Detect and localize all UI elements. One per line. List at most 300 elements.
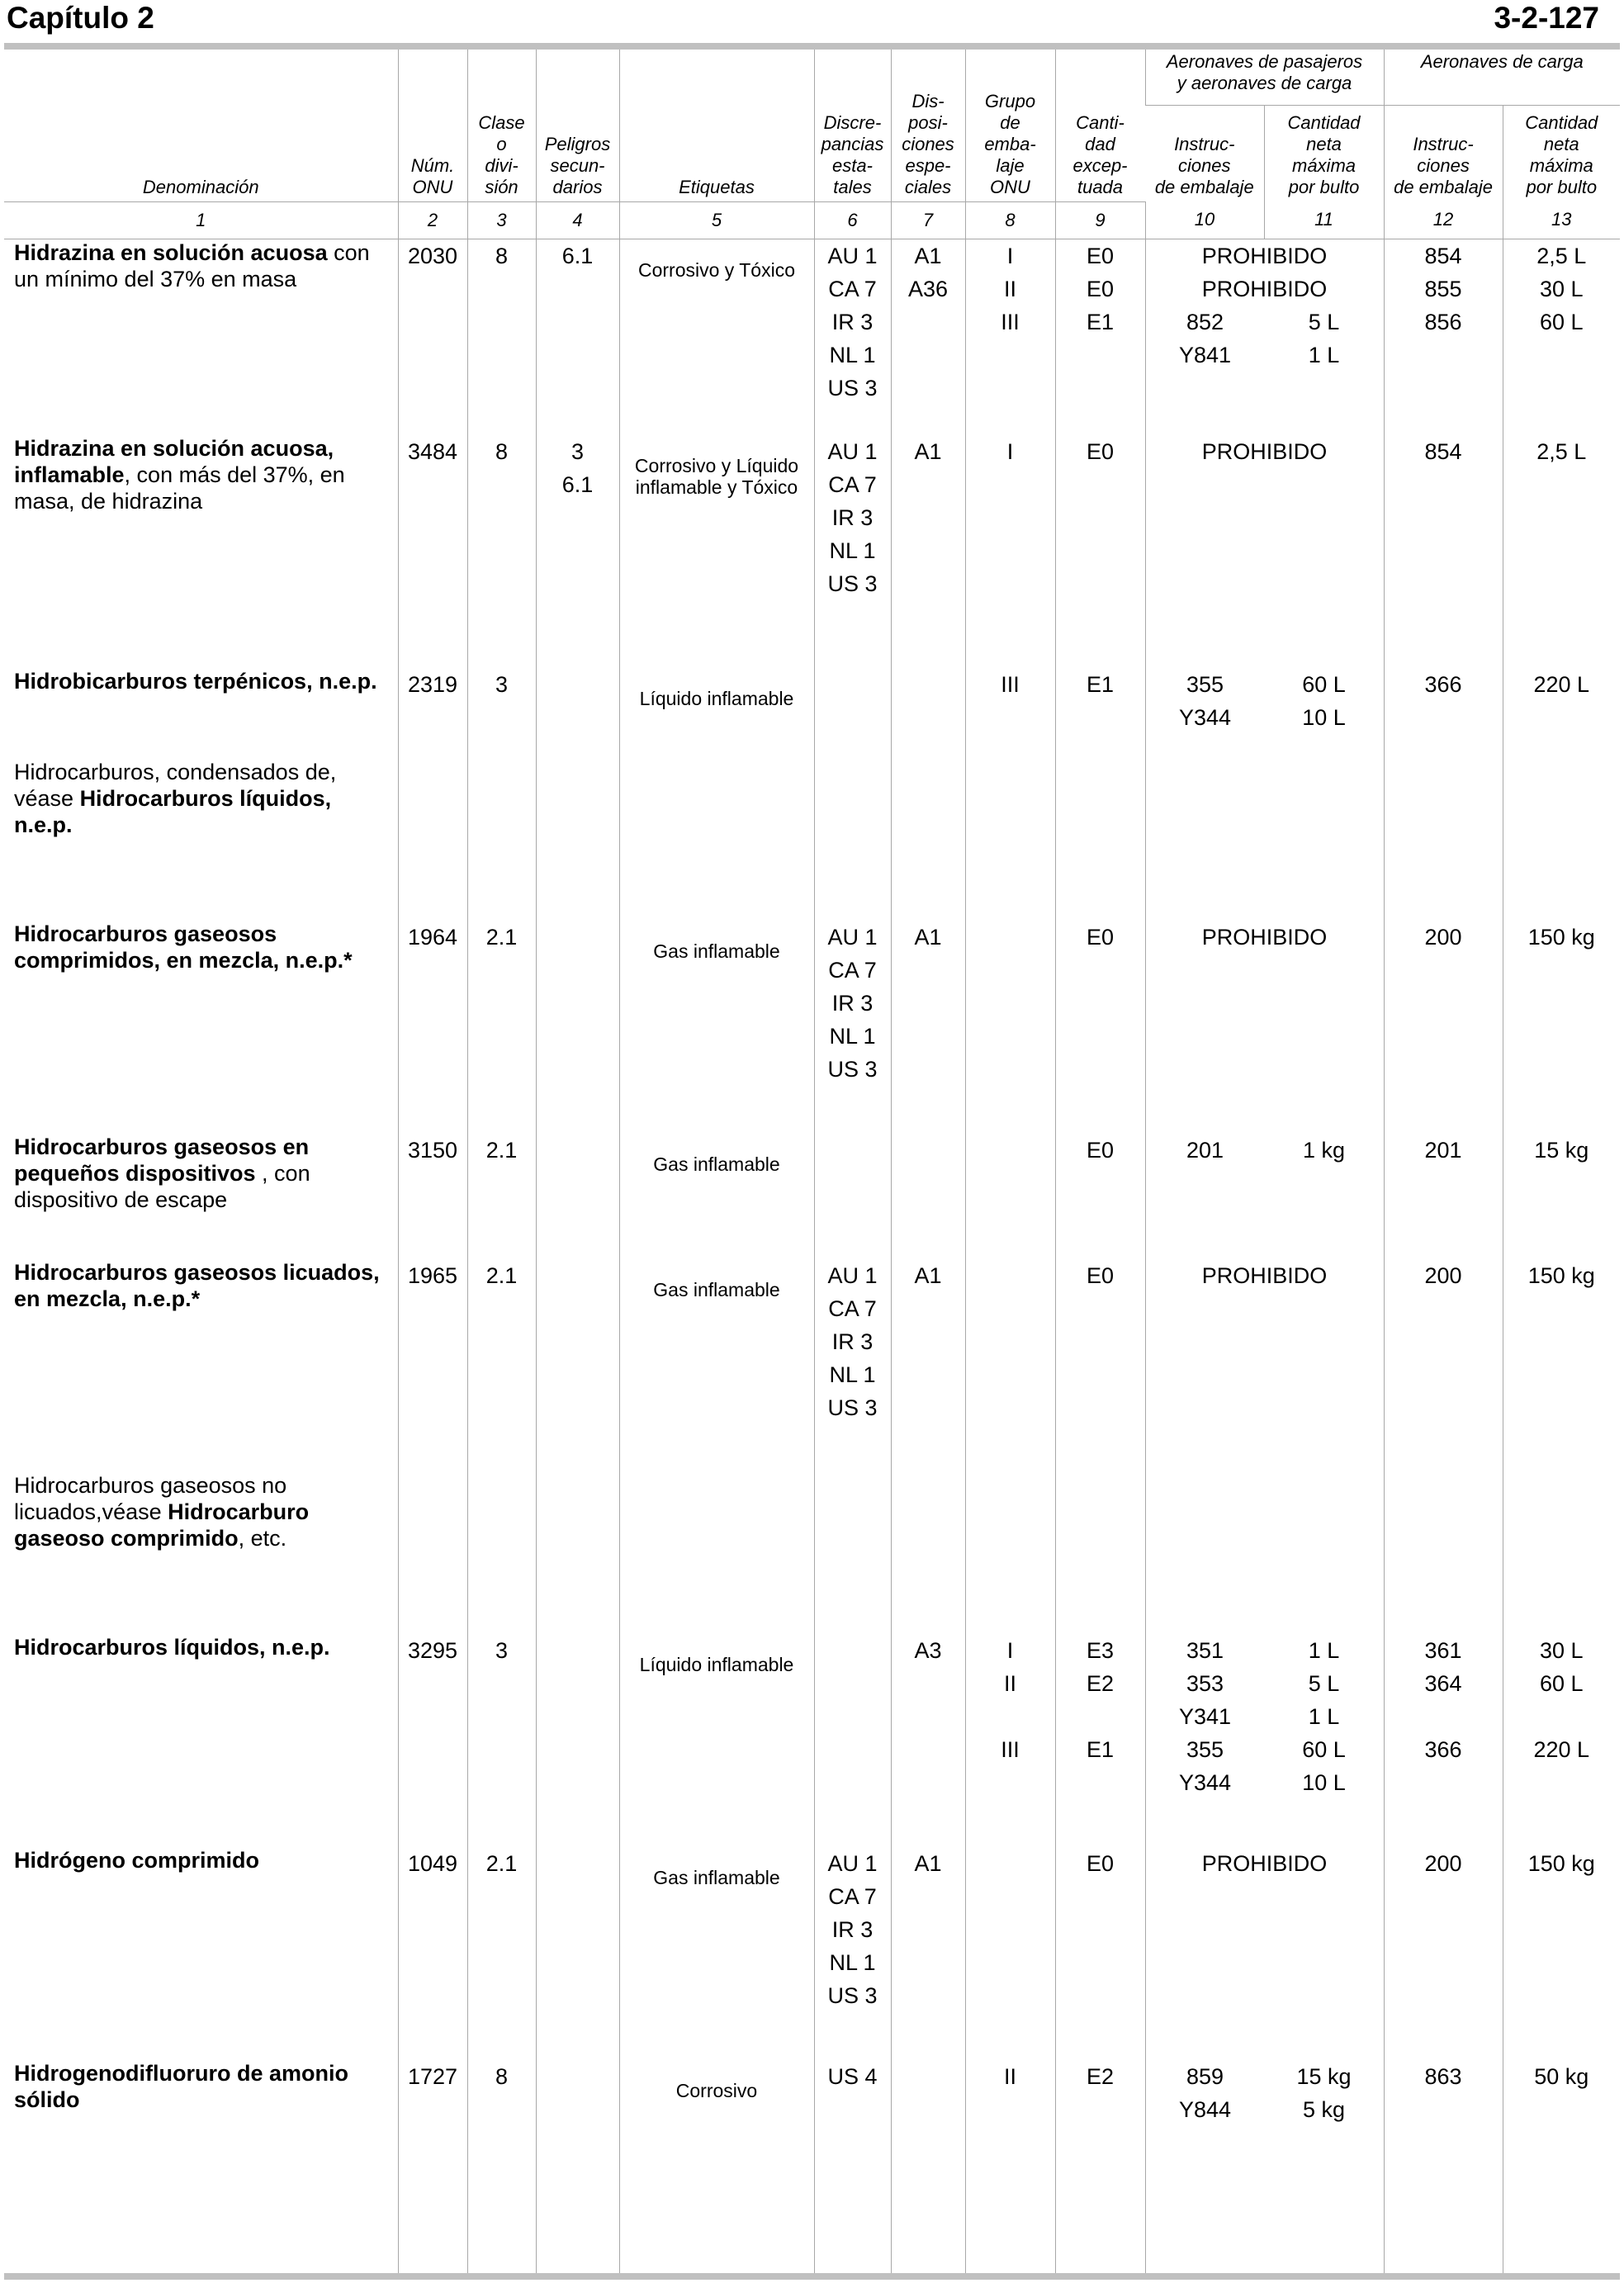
cargo-max-net-quantity-value: 60 L	[1539, 1671, 1584, 1696]
excepted-quantity-value: E2	[1086, 2064, 1115, 2089]
special-provision: A3	[914, 1638, 942, 1663]
subsidiary-hazard	[536, 759, 619, 921]
state-variation: NL 1	[829, 538, 876, 563]
packing-group	[965, 239, 1055, 435]
cargo-packing-instruction: 856	[1424, 309, 1462, 334]
pax-entry	[1146, 668, 1384, 701]
pax-packing-instruction: 852	[1186, 309, 1224, 334]
cargo-packing-instruction: 863	[1424, 2064, 1462, 2089]
passenger-aircraft-limits	[1145, 921, 1384, 1134]
excepted-quantity-value: E0	[1086, 1851, 1115, 1876]
filler-cell	[4, 2225, 398, 2273]
hazard-class: 2.1	[467, 1259, 536, 1472]
packing-group	[965, 668, 1055, 759]
pax-packing-instruction: 353	[1186, 1671, 1224, 1696]
filler-cell	[814, 2225, 891, 2273]
pax-max-net-quantity: 60 L	[1302, 1737, 1346, 1762]
excepted-quantity	[1055, 1472, 1145, 1634]
packing-group	[965, 1847, 1055, 2060]
pax-max-net-quantity: 15 kg	[1296, 2064, 1352, 2089]
cargo-max-net-quantity-value: 15 kg	[1534, 1138, 1589, 1163]
top-rule	[4, 43, 1620, 50]
cargo-max-net-quantity	[1503, 921, 1620, 1134]
subsidiary-hazard	[536, 2060, 619, 2225]
state-variation: AU 1	[827, 243, 878, 268]
special-provisions	[891, 1259, 965, 1472]
substance-name-bold: Hidrógeno comprimido	[14, 1848, 259, 1873]
table-row	[4, 921, 1620, 1134]
col-cargo-max-net-qty-header: Cantidad neta máxima por bulto	[1503, 105, 1620, 201]
pax-max-net-quantity: 60 L	[1302, 672, 1346, 697]
excepted-quantity-value: E1	[1086, 309, 1115, 334]
state-variations	[814, 239, 891, 435]
hazard-class: 2.1	[467, 1847, 536, 2060]
excepted-quantity-value: E3	[1086, 1638, 1115, 1663]
pax-packing-instruction: 201	[1186, 1138, 1224, 1163]
substance-name	[4, 1134, 398, 1259]
hazard-class: 2.1	[467, 1134, 536, 1259]
table-header	[4, 50, 1620, 239]
hazard-labels	[619, 239, 814, 435]
substance-name-bold: Hidrocarburos gaseosos licuados, en mezcla, n.e.p.*	[14, 1260, 380, 1311]
state-variations	[814, 435, 891, 668]
packing-group-value: I	[1006, 439, 1014, 464]
cargo-packing-instruction: 366	[1424, 672, 1462, 697]
special-provisions	[891, 1847, 965, 2060]
state-variation: NL 1	[829, 342, 876, 367]
substance-name-text: Hidrocarburos gaseosos no licuados,véase	[14, 1473, 287, 1524]
table-row	[4, 668, 1620, 759]
column-number-7: 7	[891, 201, 965, 239]
hazard-label-text: Corrosivo y Tóxico	[637, 258, 796, 281]
packing-group-value: III	[1001, 672, 1020, 697]
substance-name-bold: Hidrocarburos gaseosos comprimidos, en mezcla, n.e.p.*	[14, 921, 353, 973]
table-row	[4, 1634, 1620, 1847]
cargo-max-net-quantity	[1503, 1472, 1620, 1634]
filler-cell	[536, 2225, 619, 2273]
state-variation: IR 3	[831, 1917, 874, 1942]
un-number: 2319	[398, 668, 467, 759]
passenger-aircraft-limits	[1145, 435, 1384, 668]
column-number-13: 13	[1503, 201, 1620, 239]
col-special-provisions-header: Dis- posi- ciones espe- ciales	[891, 50, 965, 201]
cargo-max-net-quantity-value: 150 kg	[1527, 925, 1595, 950]
un-number: 1727	[398, 2060, 467, 2225]
cargo-packing-instruction: 361	[1424, 1638, 1462, 1663]
special-provisions	[891, 435, 965, 668]
pax-max-net-quantity: 5 L	[1308, 1671, 1340, 1696]
state-variation: AU 1	[827, 925, 878, 950]
pax-max-net-quantity: 5 kg	[1303, 2097, 1346, 2122]
cargo-packing-instructions	[1384, 1847, 1503, 2060]
un-number: 3295	[398, 1634, 467, 1847]
special-provision: A1	[914, 1263, 942, 1288]
pax-max-net-quantity: 5 L	[1308, 309, 1340, 334]
subsidiary-hazard	[536, 1634, 619, 1847]
cargo-max-net-quantity	[1503, 1634, 1620, 1847]
excepted-quantity	[1055, 759, 1145, 921]
excepted-quantity	[1055, 921, 1145, 1134]
table-filler-row	[4, 2225, 1620, 2273]
special-provisions	[891, 921, 965, 1134]
state-variation: US 3	[827, 1395, 878, 1420]
substance-name-bold: Hidrocarburo gaseoso comprimido	[14, 1499, 310, 1551]
hazard-class: 3	[467, 1634, 536, 1847]
passenger-aircraft-limits	[1145, 1847, 1384, 2060]
table-row	[4, 1472, 1620, 1634]
table-row	[4, 239, 1620, 435]
hazard-labels	[619, 1259, 814, 1472]
excepted-quantity-value: E1	[1086, 672, 1115, 697]
filler-cell	[1145, 2225, 1384, 2273]
special-provision: A1	[914, 925, 942, 950]
hazard-labels	[619, 921, 814, 1134]
pax-packing-instruction: 351	[1186, 1638, 1224, 1663]
pax-packing-instruction: Y344	[1178, 1770, 1232, 1795]
column-number-9: 9	[1055, 201, 1145, 239]
subsidiary-hazard	[536, 668, 619, 759]
substance-name	[4, 921, 398, 1134]
cargo-max-net-quantity	[1503, 435, 1620, 668]
un-number: 1965	[398, 1259, 467, 1472]
column-number-12: 12	[1384, 201, 1503, 239]
bottom-rule	[4, 2273, 1620, 2280]
cargo-packing-instructions	[1384, 239, 1503, 435]
hazard-labels	[619, 1634, 814, 1847]
cargo-max-net-quantity	[1503, 759, 1620, 921]
col-pax-packing-instructions-header: Instruc- ciones de embalaje	[1154, 134, 1254, 197]
excepted-quantity-value: E0	[1086, 276, 1115, 301]
subsidiary-hazard	[536, 1847, 619, 2060]
pax-entry	[1146, 1134, 1384, 1167]
pax-entry	[1146, 306, 1384, 339]
subsidiary-hazard-value: 6.1	[561, 472, 594, 497]
state-variations	[814, 1134, 891, 1259]
substance-name	[4, 2060, 398, 2225]
passenger-aircraft-limits	[1145, 1134, 1384, 1259]
substance-name	[4, 668, 398, 759]
excepted-quantity-value: E0	[1086, 925, 1115, 950]
excepted-quantity	[1055, 668, 1145, 759]
state-variation: CA 7	[828, 1884, 877, 1909]
state-variation: AU 1	[827, 1851, 878, 1876]
un-number	[398, 1472, 467, 1634]
cargo-packing-instructions	[1384, 1472, 1503, 1634]
hazard-label-text: inflamable y Tóxico	[635, 476, 798, 498]
excepted-quantity-value: E0	[1086, 243, 1115, 268]
state-variation: CA 7	[828, 958, 877, 983]
pax-max-net-quantity: 1 L	[1308, 1638, 1340, 1663]
special-provisions	[891, 1134, 965, 1259]
state-variation: US 3	[827, 375, 878, 400]
cargo-packing-instruction: 364	[1424, 1671, 1462, 1696]
un-number: 2030	[398, 239, 467, 435]
cargo-max-net-quantity-value: 30 L	[1539, 276, 1584, 301]
substance-name-bold: Hidrocarburos líquidos, n.e.p.	[14, 786, 332, 837]
filler-cell	[467, 2225, 536, 2273]
col-denominacion-header: Denominación	[4, 50, 398, 201]
substance-name-bold: Hidrazina en solución acuosa	[14, 239, 328, 265]
special-provision: A1	[914, 439, 942, 464]
hazard-class: 8	[467, 2060, 536, 2225]
col-state-variations-header: Discre- pancias esta- tales	[814, 50, 891, 201]
pax-packing-instruction: Y841	[1178, 342, 1232, 367]
packing-group	[965, 435, 1055, 668]
substance-name-bold: Hidrocarburos gaseosos en pequeños dispositivos	[14, 1134, 310, 1186]
subsidiary-hazard	[536, 435, 619, 668]
state-variation: US 4	[827, 2064, 878, 2089]
state-variations	[814, 921, 891, 1134]
cargo-max-net-quantity-value: 150 kg	[1527, 1851, 1595, 1876]
passenger-aircraft-limits	[1145, 239, 1384, 435]
cargo-max-net-quantity-value: 220 L	[1533, 1737, 1590, 1762]
un-number: 3150	[398, 1134, 467, 1259]
cargo-max-net-quantity-value: 30 L	[1539, 1638, 1584, 1663]
cargo-max-net-quantity	[1503, 668, 1620, 759]
page-number: 3-2-127	[1494, 1, 1599, 35]
cargo-max-net-quantity	[1503, 1259, 1620, 1472]
hazard-class: 8	[467, 239, 536, 435]
state-variation: AU 1	[827, 439, 878, 464]
state-variation: US 3	[827, 1057, 878, 1082]
excepted-quantity	[1055, 239, 1145, 435]
special-provision: A1	[914, 243, 942, 268]
filler-cell	[965, 2225, 1055, 2273]
substance-name	[4, 1847, 398, 2060]
substance-name-text: , etc.	[238, 1526, 287, 1551]
col-packing-group-header: Grupo de emba- laje ONU	[965, 50, 1055, 201]
passenger-aircraft-limits	[1145, 668, 1384, 759]
cargo-packing-instructions	[1384, 1634, 1503, 1847]
pax-prohibited: PROHIBIDO	[1201, 243, 1328, 268]
table-row	[4, 435, 1620, 668]
packing-group	[965, 1472, 1055, 1634]
hazard-label-text: Gas inflamable	[653, 1867, 780, 1888]
column-number-2: 2	[398, 201, 467, 239]
passenger-aircraft-limits	[1145, 1259, 1384, 1472]
cargo-max-net-quantity-value: 150 kg	[1527, 1263, 1595, 1288]
excepted-quantity	[1055, 2060, 1145, 2225]
pax-packing-instruction: 355	[1186, 672, 1224, 697]
hazard-labels	[619, 435, 814, 668]
hazard-labels	[619, 1472, 814, 1634]
state-variations	[814, 1472, 891, 1634]
state-variation: CA 7	[828, 472, 877, 497]
substance-name	[4, 239, 398, 435]
special-provisions	[891, 1472, 965, 1634]
cargo-max-net-quantity-value: 2,5 L	[1536, 439, 1587, 464]
table-body	[4, 239, 1620, 2273]
pax-entry	[1146, 1667, 1384, 1700]
cargo-packing-instructions	[1384, 921, 1503, 1134]
state-variations	[814, 759, 891, 921]
substance-name-bold: Hidrobicarburos terpénicos, n.e.p.	[14, 669, 377, 694]
special-provisions	[891, 239, 965, 435]
state-variation: CA 7	[828, 276, 877, 301]
special-provision: A36	[907, 276, 949, 301]
packing-group-value: II	[1003, 276, 1016, 301]
excepted-quantity-value: E2	[1086, 1671, 1115, 1696]
pax-entry	[1146, 1634, 1384, 1667]
state-variations	[814, 668, 891, 759]
packing-group	[965, 1634, 1055, 1847]
cargo-packing-instructions	[1384, 668, 1503, 759]
excepted-quantity	[1055, 1847, 1145, 2060]
column-number-row	[4, 201, 1620, 239]
hazard-label-text: Líquido inflamable	[639, 1654, 794, 1675]
passenger-aircraft-limits	[1145, 2060, 1384, 2225]
cargo-packing-instructions	[1384, 1134, 1503, 1259]
column-number-8: 8	[965, 201, 1055, 239]
column-number-5: 5	[619, 201, 814, 239]
un-number: 3484	[398, 435, 467, 668]
hazard-labels	[619, 1847, 814, 2060]
pax-packing-instruction: 859	[1186, 2064, 1224, 2089]
pax-prohibited: PROHIBIDO	[1201, 439, 1328, 464]
substance-name	[4, 759, 398, 921]
subsidiary-hazard-value: 3	[571, 439, 585, 464]
packing-group-value	[966, 1700, 1055, 1733]
un-number: 1964	[398, 921, 467, 1134]
pax-packing-instruction: Y341	[1178, 1704, 1232, 1729]
cargo-packing-instruction: 366	[1424, 1737, 1462, 1762]
hazard-labels	[619, 1134, 814, 1259]
filler-cell	[1503, 2225, 1620, 2273]
hazard-label-text: Corrosivo y Líquido	[634, 455, 799, 476]
cargo-packing-instruction	[1385, 1700, 1503, 1733]
cargo-max-net-quantity-value	[1503, 1700, 1621, 1733]
packing-group	[965, 759, 1055, 921]
packing-group	[965, 2060, 1055, 2225]
cargo-packing-instruction: 200	[1424, 1851, 1462, 1876]
table-row	[4, 1259, 1620, 1472]
state-variation: US 3	[827, 1983, 878, 2008]
hazard-class: 8	[467, 435, 536, 668]
un-number: 1049	[398, 1847, 467, 2060]
pax-entry	[1146, 339, 1384, 372]
pax-prohibited: PROHIBIDO	[1201, 1263, 1328, 1288]
hazard-label-text: Gas inflamable	[653, 1279, 780, 1300]
cargo-max-net-quantity-value: 2,5 L	[1536, 243, 1587, 268]
subsidiary-hazard	[536, 239, 619, 435]
state-variation: NL 1	[829, 1024, 876, 1049]
packing-group-value: III	[1001, 309, 1020, 334]
pax-prohibited: PROHIBIDO	[1201, 276, 1328, 301]
cargo-packing-instruction: 855	[1424, 276, 1462, 301]
state-variation: AU 1	[827, 1263, 878, 1288]
substance-name	[4, 1472, 398, 1634]
state-variations	[814, 2060, 891, 2225]
pax-prohibited: PROHIBIDO	[1201, 925, 1328, 950]
cargo-aircraft-group-header: Aeronaves de carga	[1384, 50, 1620, 105]
pax-max-net-quantity: 10 L	[1302, 1770, 1346, 1795]
excepted-quantity-value: E0	[1086, 1263, 1115, 1288]
excepted-quantity-value: E1	[1086, 1737, 1115, 1762]
pax-entry	[1146, 2060, 1384, 2093]
substance-name	[4, 1259, 398, 1472]
packing-group	[965, 1134, 1055, 1259]
excepted-quantity-value	[1056, 1700, 1145, 1733]
substance-name-text: , con dispositivo de escape	[14, 1161, 310, 1212]
excepted-quantity	[1055, 1259, 1145, 1472]
substance-name-bold: Hidrocarburos líquidos, n.e.p.	[14, 1635, 330, 1660]
pax-entry	[1146, 1700, 1384, 1733]
pax-packing-instruction: Y844	[1178, 2097, 1232, 2122]
hazard-label-text: Líquido inflamable	[639, 688, 794, 709]
pax-prohibited: PROHIBIDO	[1201, 1851, 1328, 1876]
column-number-1: 1	[4, 201, 398, 239]
subsidiary-hazard	[536, 1472, 619, 1634]
special-provisions	[891, 759, 965, 921]
hazard-labels	[619, 759, 814, 921]
filler-cell	[619, 2225, 814, 2273]
cargo-packing-instruction: 854	[1424, 243, 1462, 268]
passenger-aircraft-group-header: Aeronaves de pasajeros y aeronaves de carga	[1145, 50, 1384, 105]
cargo-packing-instructions	[1384, 1259, 1503, 1472]
special-provisions	[891, 2060, 965, 2225]
passenger-aircraft-limits	[1145, 1634, 1384, 1847]
un-number	[398, 759, 467, 921]
pax-max-net-quantity: 1 kg	[1303, 1138, 1346, 1163]
pax-entry	[1146, 1766, 1384, 1799]
substance-name-text: con un mínimo del 37% en masa	[14, 239, 370, 291]
excepted-quantity	[1055, 1634, 1145, 1847]
excepted-quantity-value: E0	[1086, 1138, 1115, 1163]
hazard-labels	[619, 2060, 814, 2225]
column-number-3: 3	[467, 201, 536, 239]
table-row	[4, 1134, 1620, 1259]
cargo-packing-instructions	[1384, 435, 1503, 668]
passenger-aircraft-limits	[1145, 759, 1384, 921]
substance-name-text: Hidrocarburos, condensados de, véase	[14, 760, 337, 811]
pax-entry	[1146, 2093, 1384, 2126]
column-number-6: 6	[814, 201, 891, 239]
excepted-quantity	[1055, 435, 1145, 668]
hazard-class	[467, 759, 536, 921]
substance-name	[4, 1634, 398, 1847]
excepted-quantity	[1055, 1134, 1145, 1259]
subsidiary-hazard	[536, 1134, 619, 1259]
state-variation: IR 3	[831, 991, 874, 1016]
col-labels-header: Etiquetas	[619, 50, 814, 201]
cargo-max-net-quantity-value: 60 L	[1539, 309, 1584, 334]
col-pax-max-net-qty-header: Cantidad neta máxima por bulto	[1264, 105, 1384, 201]
filler-cell	[398, 2225, 467, 2273]
filler-cell	[1384, 2225, 1503, 2273]
column-number-11: 11	[1264, 201, 1384, 239]
col-subsidiary-hazard-header: Peligros secun- darios	[536, 50, 619, 201]
passenger-aircraft-limits	[1145, 1472, 1384, 1634]
cargo-packing-instruction: 854	[1424, 439, 1462, 464]
state-variation: NL 1	[829, 1362, 876, 1387]
excepted-quantity-value: E0	[1086, 439, 1115, 464]
pax-packing-instruction: 355	[1186, 1737, 1224, 1762]
packing-group-value: II	[1003, 2064, 1016, 2089]
col-cargo-packing-instructions-header: Instruc- ciones de embalaje	[1384, 105, 1503, 201]
col-un-number-header: Núm. ONU	[398, 50, 467, 201]
cargo-max-net-quantity	[1503, 1847, 1620, 2060]
cargo-max-net-quantity-value: 220 L	[1533, 672, 1590, 697]
cargo-packing-instructions	[1384, 2060, 1503, 2225]
hazard-label-text: Gas inflamable	[653, 940, 780, 962]
cargo-packing-instruction: 201	[1424, 1138, 1462, 1163]
chapter-title: Capítulo 2	[7, 1, 154, 35]
substance-name-bold: Hidrazina en solución acuosa, inflamable	[14, 436, 334, 487]
special-provisions	[891, 668, 965, 759]
cargo-max-net-quantity	[1503, 239, 1620, 435]
cargo-max-net-quantity	[1503, 2060, 1620, 2225]
cargo-max-net-quantity	[1503, 1134, 1620, 1259]
